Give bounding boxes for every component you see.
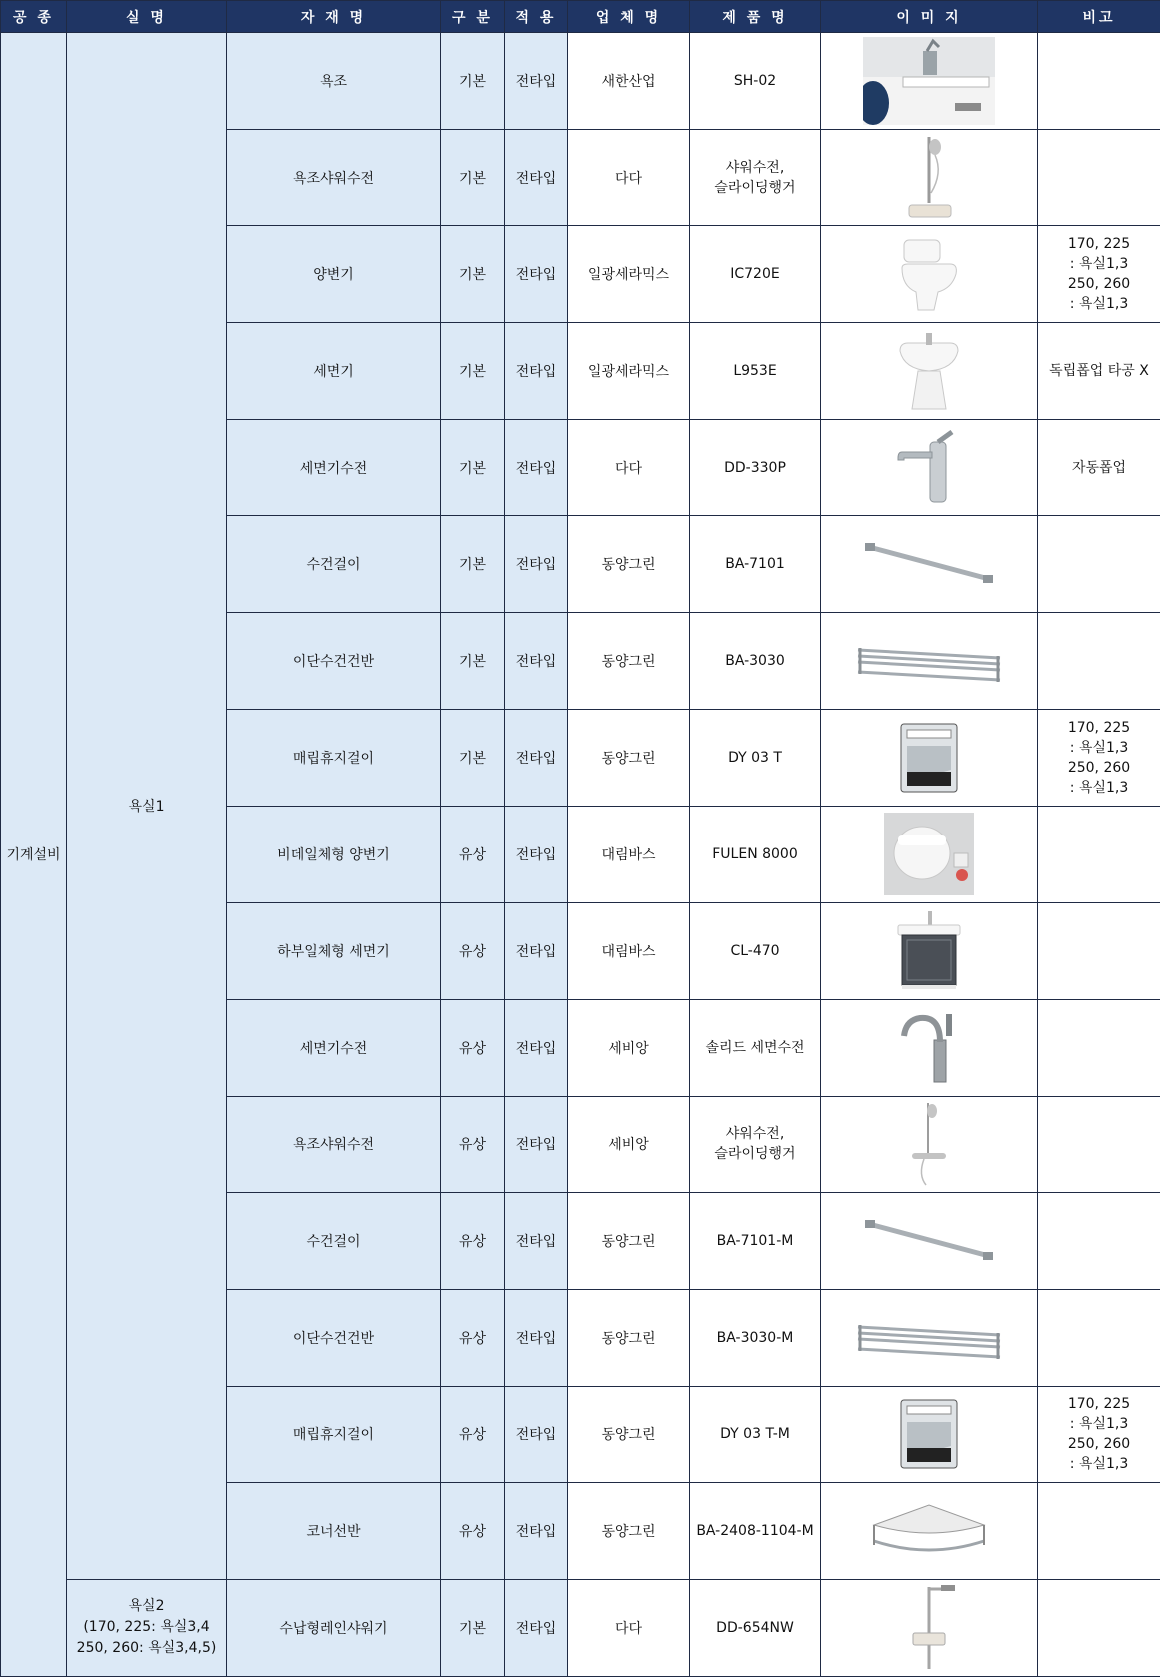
type-cell: 유상: [441, 903, 505, 1000]
note-cell: 독립폽업 타공 X: [1038, 323, 1160, 420]
apply-cell: 전타입: [505, 226, 568, 323]
vendor-cell: 동양그린: [568, 1386, 690, 1483]
towel-bar-icon: [825, 539, 1033, 589]
apply-cell: 전타입: [505, 1483, 568, 1580]
model-cell: BA-7101-M: [690, 1193, 821, 1290]
vendor-cell: 세비앙: [568, 1096, 690, 1193]
vendor-cell: 동양그린: [568, 1193, 690, 1290]
material-cell: 이단수건건반: [227, 613, 441, 710]
apply-cell: 전타입: [505, 1193, 568, 1290]
type-cell: 기본: [441, 613, 505, 710]
material-cell: 수건걸이: [227, 516, 441, 613]
model-cell: L953E: [690, 323, 821, 420]
image-cell: [821, 323, 1038, 420]
type-cell: 유상: [441, 1193, 505, 1290]
apply-cell: 전타입: [505, 1386, 568, 1483]
model-cell: DY 03 T: [690, 709, 821, 806]
corner-shelf-icon: [825, 1501, 1033, 1561]
material-cell: 욕조샤워수전: [227, 129, 441, 226]
toilet-icon: [825, 234, 1033, 314]
image-cell: [821, 709, 1038, 806]
type-cell: 기본: [441, 709, 505, 806]
image-cell: [821, 999, 1038, 1096]
vendor-cell: 일광세라믹스: [568, 226, 690, 323]
image-cell: [821, 1193, 1038, 1290]
type-cell: 기본: [441, 419, 505, 516]
material-cell: 수납형레인샤워기: [227, 1580, 441, 1677]
thermostatic-shower-icon: [825, 1099, 1033, 1189]
apply-cell: 전타입: [505, 419, 568, 516]
vendor-cell: 동양그린: [568, 516, 690, 613]
bathtub-photo: [825, 37, 1033, 125]
vendor-cell: 새한산업: [568, 33, 690, 130]
note-cell: [1038, 1483, 1160, 1580]
note-cell: [1038, 999, 1160, 1096]
vendor-cell: 동양그린: [568, 709, 690, 806]
apply-cell: 전타입: [505, 516, 568, 613]
model-cell: IC720E: [690, 226, 821, 323]
model-cell: DD-330P: [690, 419, 821, 516]
towel-bar-icon: [825, 1216, 1033, 1266]
apply-cell: 전타입: [505, 1289, 568, 1386]
note-cell: [1038, 129, 1160, 226]
table-row: [1, 33, 1160, 130]
vendor-cell: 일광세라믹스: [568, 323, 690, 420]
vendor-cell: 동양그린: [568, 1483, 690, 1580]
note-cell: 170, 225 : 욕실1,3 250, 260 : 욕실1,3: [1038, 1386, 1160, 1483]
apply-cell: 전타입: [505, 323, 568, 420]
basin-faucet-icon: [825, 430, 1033, 506]
type-cell: 기본: [441, 129, 505, 226]
header-room: 실 명: [67, 1, 227, 33]
material-cell: 하부일체형 세면기: [227, 903, 441, 1000]
note-cell: [1038, 1289, 1160, 1386]
model-cell: BA-3030-M: [690, 1289, 821, 1386]
header-image: 이 미 지: [821, 1, 1038, 33]
room-cell: 욕실1: [67, 33, 227, 1580]
material-cell: 비데일체형 양변기: [227, 806, 441, 903]
image-cell: [821, 33, 1038, 130]
room-cell: 욕실2 (170, 225: 욕실3,4 250, 260: 욕실3,4,5): [67, 1580, 227, 1677]
type-cell: 기본: [441, 1580, 505, 1677]
vendor-cell: 다다: [568, 129, 690, 226]
note-cell: 170, 225 : 욕실1,3 250, 260 : 욕실1,3: [1038, 709, 1160, 806]
type-cell: 유상: [441, 999, 505, 1096]
apply-cell: 전타입: [505, 129, 568, 226]
image-cell: [821, 903, 1038, 1000]
material-cell: 욕조: [227, 33, 441, 130]
model-cell: SH-02: [690, 33, 821, 130]
brushed-faucet-icon: [825, 1010, 1033, 1086]
vendor-cell: 동양그린: [568, 1289, 690, 1386]
apply-cell: 전타입: [505, 33, 568, 130]
apply-cell: 전타입: [505, 806, 568, 903]
note-cell: [1038, 903, 1160, 1000]
header-trade: 공 종: [1, 1, 67, 33]
image-cell: [821, 613, 1038, 710]
apply-cell: 전타입: [505, 709, 568, 806]
note-cell: [1038, 33, 1160, 130]
material-cell: 양변기: [227, 226, 441, 323]
note-cell: [1038, 806, 1160, 903]
note-cell: [1038, 516, 1160, 613]
type-cell: 유상: [441, 1289, 505, 1386]
towel-shelf-icon: [825, 1315, 1033, 1361]
model-cell: CL-470: [690, 903, 821, 1000]
type-cell: 유상: [441, 806, 505, 903]
note-cell: 170, 225 : 욕실1,3 250, 260 : 욕실1,3: [1038, 226, 1160, 323]
vendor-cell: 다다: [568, 419, 690, 516]
model-cell: 솔리드 세면수전: [690, 999, 821, 1096]
shower-slide-bar-icon: [825, 133, 1033, 223]
image-cell: [821, 129, 1038, 226]
vendor-cell: 다다: [568, 1580, 690, 1677]
recessed-paper-holder-icon: [825, 722, 1033, 794]
table-row: [1, 1580, 1160, 1677]
note-cell: [1038, 1193, 1160, 1290]
model-cell: 샤워수전, 슬라이딩행거: [690, 129, 821, 226]
smart-toilet-photo: [825, 813, 1033, 895]
material-cell: 매립휴지걸이: [227, 1386, 441, 1483]
type-cell: 유상: [441, 1096, 505, 1193]
vendor-cell: 동양그린: [568, 613, 690, 710]
material-cell: 코너선반: [227, 1483, 441, 1580]
vendor-cell: 세비앙: [568, 999, 690, 1096]
note-cell: [1038, 1580, 1160, 1677]
model-cell: 샤워수전, 슬라이딩행거: [690, 1096, 821, 1193]
material-cell: 이단수건건반: [227, 1289, 441, 1386]
type-cell: 기본: [441, 33, 505, 130]
type-cell: 기본: [441, 226, 505, 323]
apply-cell: 전타입: [505, 999, 568, 1096]
header-vendor: 업 체 명: [568, 1, 690, 33]
model-cell: BA-2408-1104-M: [690, 1483, 821, 1580]
header-note: 비고: [1038, 1, 1160, 33]
note-cell: 자동폽업: [1038, 419, 1160, 516]
type-cell: 기본: [441, 323, 505, 420]
material-cell: 수건걸이: [227, 1193, 441, 1290]
header-type: 구 분: [441, 1, 505, 33]
apply-cell: 전타입: [505, 1096, 568, 1193]
rain-shower-icon: [825, 1583, 1033, 1673]
model-cell: BA-3030: [690, 613, 821, 710]
image-cell: [821, 1580, 1038, 1677]
material-cell: 욕조샤워수전: [227, 1096, 441, 1193]
model-cell: DY 03 T-M: [690, 1386, 821, 1483]
image-cell: [821, 419, 1038, 516]
vanity-basin-icon: [825, 909, 1033, 993]
model-cell: BA-7101: [690, 516, 821, 613]
apply-cell: 전타입: [505, 1580, 568, 1677]
type-cell: 유상: [441, 1483, 505, 1580]
towel-shelf-icon: [825, 638, 1033, 684]
type-cell: 기본: [441, 516, 505, 613]
note-cell: [1038, 613, 1160, 710]
apply-cell: 전타입: [505, 903, 568, 1000]
pedestal-basin-icon: [825, 329, 1033, 413]
material-cell: 세면기수전: [227, 419, 441, 516]
apply-cell: 전타입: [505, 613, 568, 710]
model-cell: FULEN 8000: [690, 806, 821, 903]
image-cell: [821, 1483, 1038, 1580]
header-material: 자 재 명: [227, 1, 441, 33]
material-cell: 세면기수전: [227, 999, 441, 1096]
type-cell: 유상: [441, 1386, 505, 1483]
image-cell: [821, 1096, 1038, 1193]
header-model: 제 품 명: [690, 1, 821, 33]
image-cell: [821, 806, 1038, 903]
image-cell: [821, 226, 1038, 323]
vendor-cell: 대림바스: [568, 903, 690, 1000]
image-cell: [821, 1386, 1038, 1483]
recessed-paper-holder-icon: [825, 1398, 1033, 1470]
header-apply: 적 용: [505, 1, 568, 33]
image-cell: [821, 516, 1038, 613]
trade-cell: 기계설비: [1, 33, 67, 1677]
model-cell: DD-654NW: [690, 1580, 821, 1677]
material-cell: 세면기: [227, 323, 441, 420]
material-cell: 매립휴지걸이: [227, 709, 441, 806]
vendor-cell: 대림바스: [568, 806, 690, 903]
note-cell: [1038, 1096, 1160, 1193]
header-row: [1, 1, 1160, 33]
image-cell: [821, 1289, 1038, 1386]
